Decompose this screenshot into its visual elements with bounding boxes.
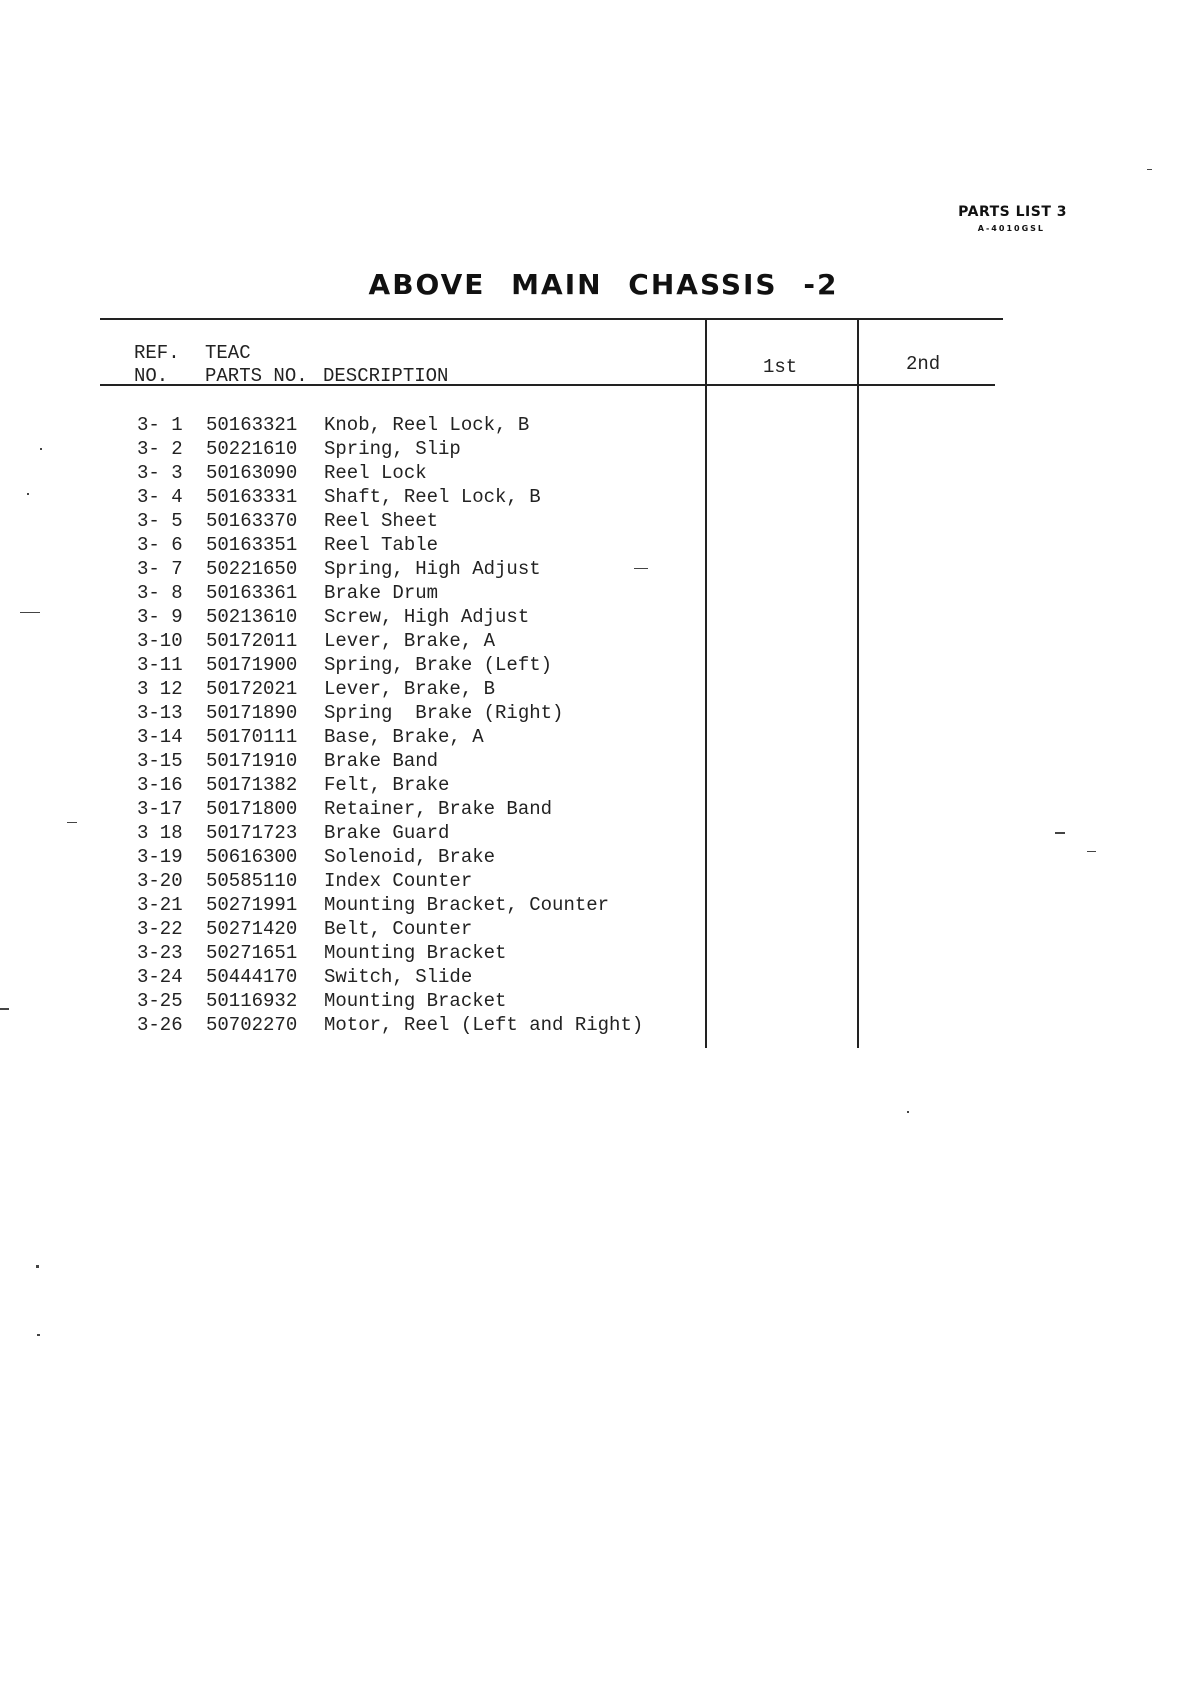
- ref-no: 3- 7: [137, 558, 183, 580]
- header-ref-line2: NO.: [134, 365, 169, 387]
- scan-speck: [40, 448, 42, 450]
- ref-no: 3-26: [137, 1014, 183, 1036]
- part-no: 50163090: [206, 462, 298, 484]
- column-divider-2nd: [857, 318, 859, 1048]
- part-no: 50271420: [206, 918, 298, 940]
- part-no: 50271991: [206, 894, 298, 916]
- description: Felt, Brake: [324, 774, 450, 796]
- column-divider-1st: [705, 320, 707, 1048]
- ref-no: 3- 9: [137, 606, 183, 628]
- ref-no: 3- 3: [137, 462, 183, 484]
- part-no: 50171382: [206, 774, 298, 796]
- ref-no: 3-21: [137, 894, 183, 916]
- description: Base, Brake, A: [324, 726, 484, 748]
- description: Brake Band: [324, 750, 439, 772]
- ref-no: 3- 4: [137, 486, 183, 508]
- part-no: 50221650: [206, 558, 298, 580]
- ref-no: 3-15: [137, 750, 183, 772]
- ref-no: 3-22: [137, 918, 183, 940]
- ref-no: 3- 5: [137, 510, 183, 532]
- part-no: 50170111: [206, 726, 298, 748]
- ref-no: 3-23: [137, 942, 183, 964]
- description: Reel Lock: [324, 462, 427, 484]
- header-2nd: 2nd: [906, 353, 941, 375]
- part-no: 50172021: [206, 678, 298, 700]
- ref-no: 3 12: [137, 678, 183, 700]
- page-title: ABOVE MAIN CHASSIS -2: [368, 268, 839, 301]
- ref-no: 3-25: [137, 990, 183, 1012]
- description: Knob, Reel Lock, B: [324, 414, 530, 436]
- ref-no: 3- 1: [137, 414, 183, 436]
- part-no: 50702270: [206, 1014, 298, 1036]
- part-no: 50172011: [206, 630, 298, 652]
- part-no: 50213610: [206, 606, 298, 628]
- scan-speck: [907, 1111, 909, 1113]
- scan-speck: [1087, 851, 1096, 852]
- description: Reel Table: [324, 534, 439, 556]
- part-no: 50116932: [206, 990, 298, 1012]
- scan-speck: [20, 612, 40, 613]
- ref-no: 3-16: [137, 774, 183, 796]
- ref-no: 3- 8: [137, 582, 183, 604]
- description: Solenoid, Brake: [324, 846, 496, 868]
- header-parts-no: [205, 342, 308, 388]
- description: Belt, Counter: [324, 918, 473, 940]
- document-code: A-4010GSL: [977, 224, 1045, 233]
- description: Lever, Brake, A: [324, 630, 496, 652]
- ref-no: 3-24: [137, 966, 183, 988]
- description: Mounting Bracket: [324, 990, 507, 1012]
- ref-no: 3-13: [137, 702, 183, 724]
- scan-speck: [1147, 169, 1152, 170]
- description: Retainer, Brake Band: [324, 798, 553, 820]
- parts-list-title: PARTS LIST 3: [958, 204, 1067, 220]
- page-header: [958, 204, 1067, 233]
- part-no: 50171910: [206, 750, 298, 772]
- part-no: 50221610: [206, 438, 298, 460]
- ref-no: 3-14: [137, 726, 183, 748]
- ref-no: 3 18: [137, 822, 183, 844]
- part-no: 50444170: [206, 966, 298, 988]
- part-no: 50163361: [206, 582, 298, 604]
- description: Spring, Brake (Left): [324, 654, 553, 676]
- ref-no: 3- 6: [137, 534, 183, 556]
- description: Switch, Slide: [324, 966, 473, 988]
- part-no: 50171800: [206, 798, 298, 820]
- scan-speck: [634, 568, 648, 569]
- part-no: 50171723: [206, 822, 298, 844]
- part-no: 50585110: [206, 870, 298, 892]
- part-no: 50171900: [206, 654, 298, 676]
- part-no: 50163321: [206, 414, 298, 436]
- part-no: 50163370: [206, 510, 298, 532]
- header-parts-line1: TEAC: [205, 342, 251, 364]
- header-1st: 1st: [763, 356, 798, 378]
- scan-speck: [36, 1265, 39, 1268]
- ref-no: 3-19: [137, 846, 183, 868]
- header-ref-line1: REF.: [134, 342, 180, 364]
- ref-no: 3- 2: [137, 438, 183, 460]
- description: Lever, Brake, B: [324, 678, 496, 700]
- description: Spring, Slip: [324, 438, 461, 460]
- description: Brake Guard: [324, 822, 450, 844]
- description: Shaft, Reel Lock, B: [324, 486, 541, 508]
- header-description: DESCRIPTION: [323, 365, 449, 387]
- description: Mounting Bracket, Counter: [324, 894, 610, 916]
- description: Reel Sheet: [324, 510, 439, 532]
- part-no: 50271651: [206, 942, 298, 964]
- scan-speck: [67, 822, 77, 823]
- scan-speck: [37, 1334, 40, 1336]
- scan-speck: [0, 1008, 9, 1010]
- part-no: 50163331: [206, 486, 298, 508]
- part-no: 50163351: [206, 534, 298, 556]
- scan-speck: [1055, 832, 1065, 834]
- description: Mounting Bracket: [324, 942, 507, 964]
- description: Spring, High Adjust: [324, 558, 541, 580]
- description: Index Counter: [324, 870, 473, 892]
- description: Spring Brake (Right): [324, 702, 564, 724]
- part-no: 50616300: [206, 846, 298, 868]
- ref-no: 3-17: [137, 798, 183, 820]
- ref-no: 3-10: [137, 630, 183, 652]
- table-top-rule: [100, 318, 1003, 320]
- description: Motor, Reel (Left and Right): [324, 1014, 644, 1036]
- part-no: 50171890: [206, 702, 298, 724]
- header-parts-line2: PARTS NO.: [205, 365, 308, 387]
- scan-speck: [27, 493, 29, 495]
- description: Screw, High Adjust: [324, 606, 530, 628]
- header-ref-no: [134, 342, 180, 388]
- ref-no: 3-20: [137, 870, 183, 892]
- description: Brake Drum: [324, 582, 439, 604]
- ref-no: 3-11: [137, 654, 183, 676]
